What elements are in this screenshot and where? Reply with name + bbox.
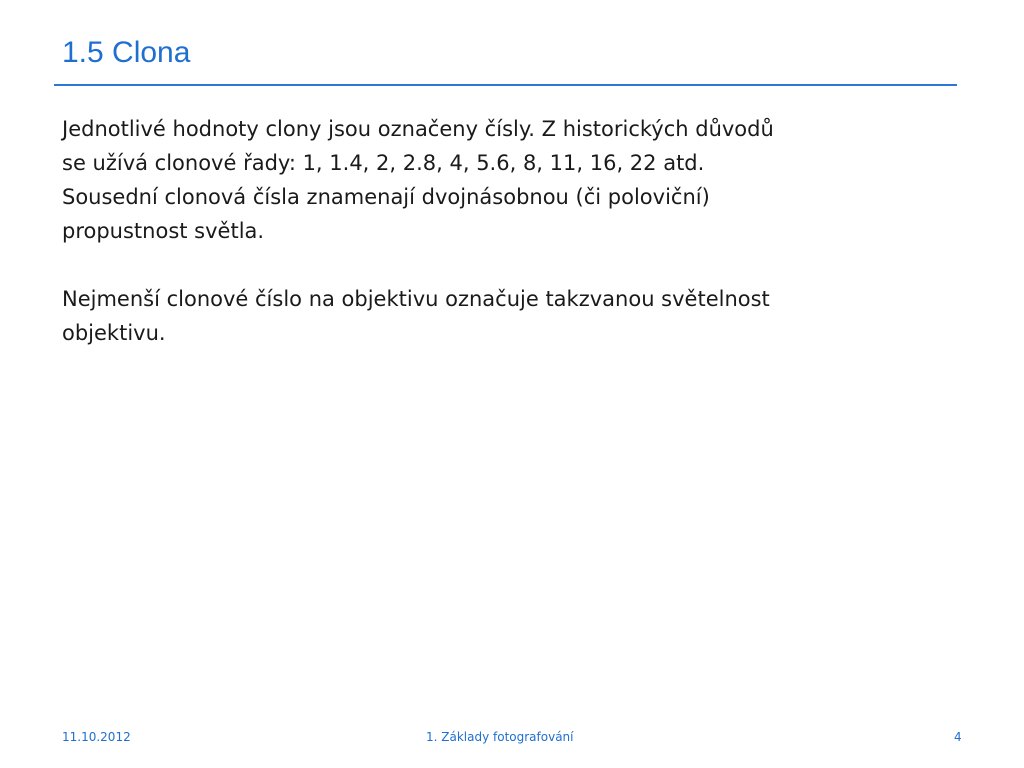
paragraph-spacer [62,248,962,282]
footer-date: 11.10.2012 [62,730,131,744]
paragraph-aperture-values [62,112,962,248]
body-line: Sousední clonová čísla znamenají dvojnásobnou (či poloviční) [62,185,710,209]
title-divider [54,84,957,86]
body-line: se užívá clonové řady: 1, 1.4, 2, 2.8, 4, 5.6, 8, 11, 16, 22 atd. [62,151,705,175]
footer-presentation-title: 1. Základy fotografování [426,730,574,744]
body-line: propustnost světla. [62,219,265,243]
body-line: Jednotlivé hodnoty clony jsou označeny čísly. Z historických důvodů [62,117,774,141]
body-line: Nejmenší clonové číslo na objektivu označuje takzvanou světelnost [62,287,770,311]
body-line: objektivu. [62,321,166,345]
paragraph-lens-speed [62,282,962,350]
footer-page-number: 4 [954,730,962,744]
slide-body [62,112,962,350]
slide-title: 1.5 Clona [62,36,191,69]
